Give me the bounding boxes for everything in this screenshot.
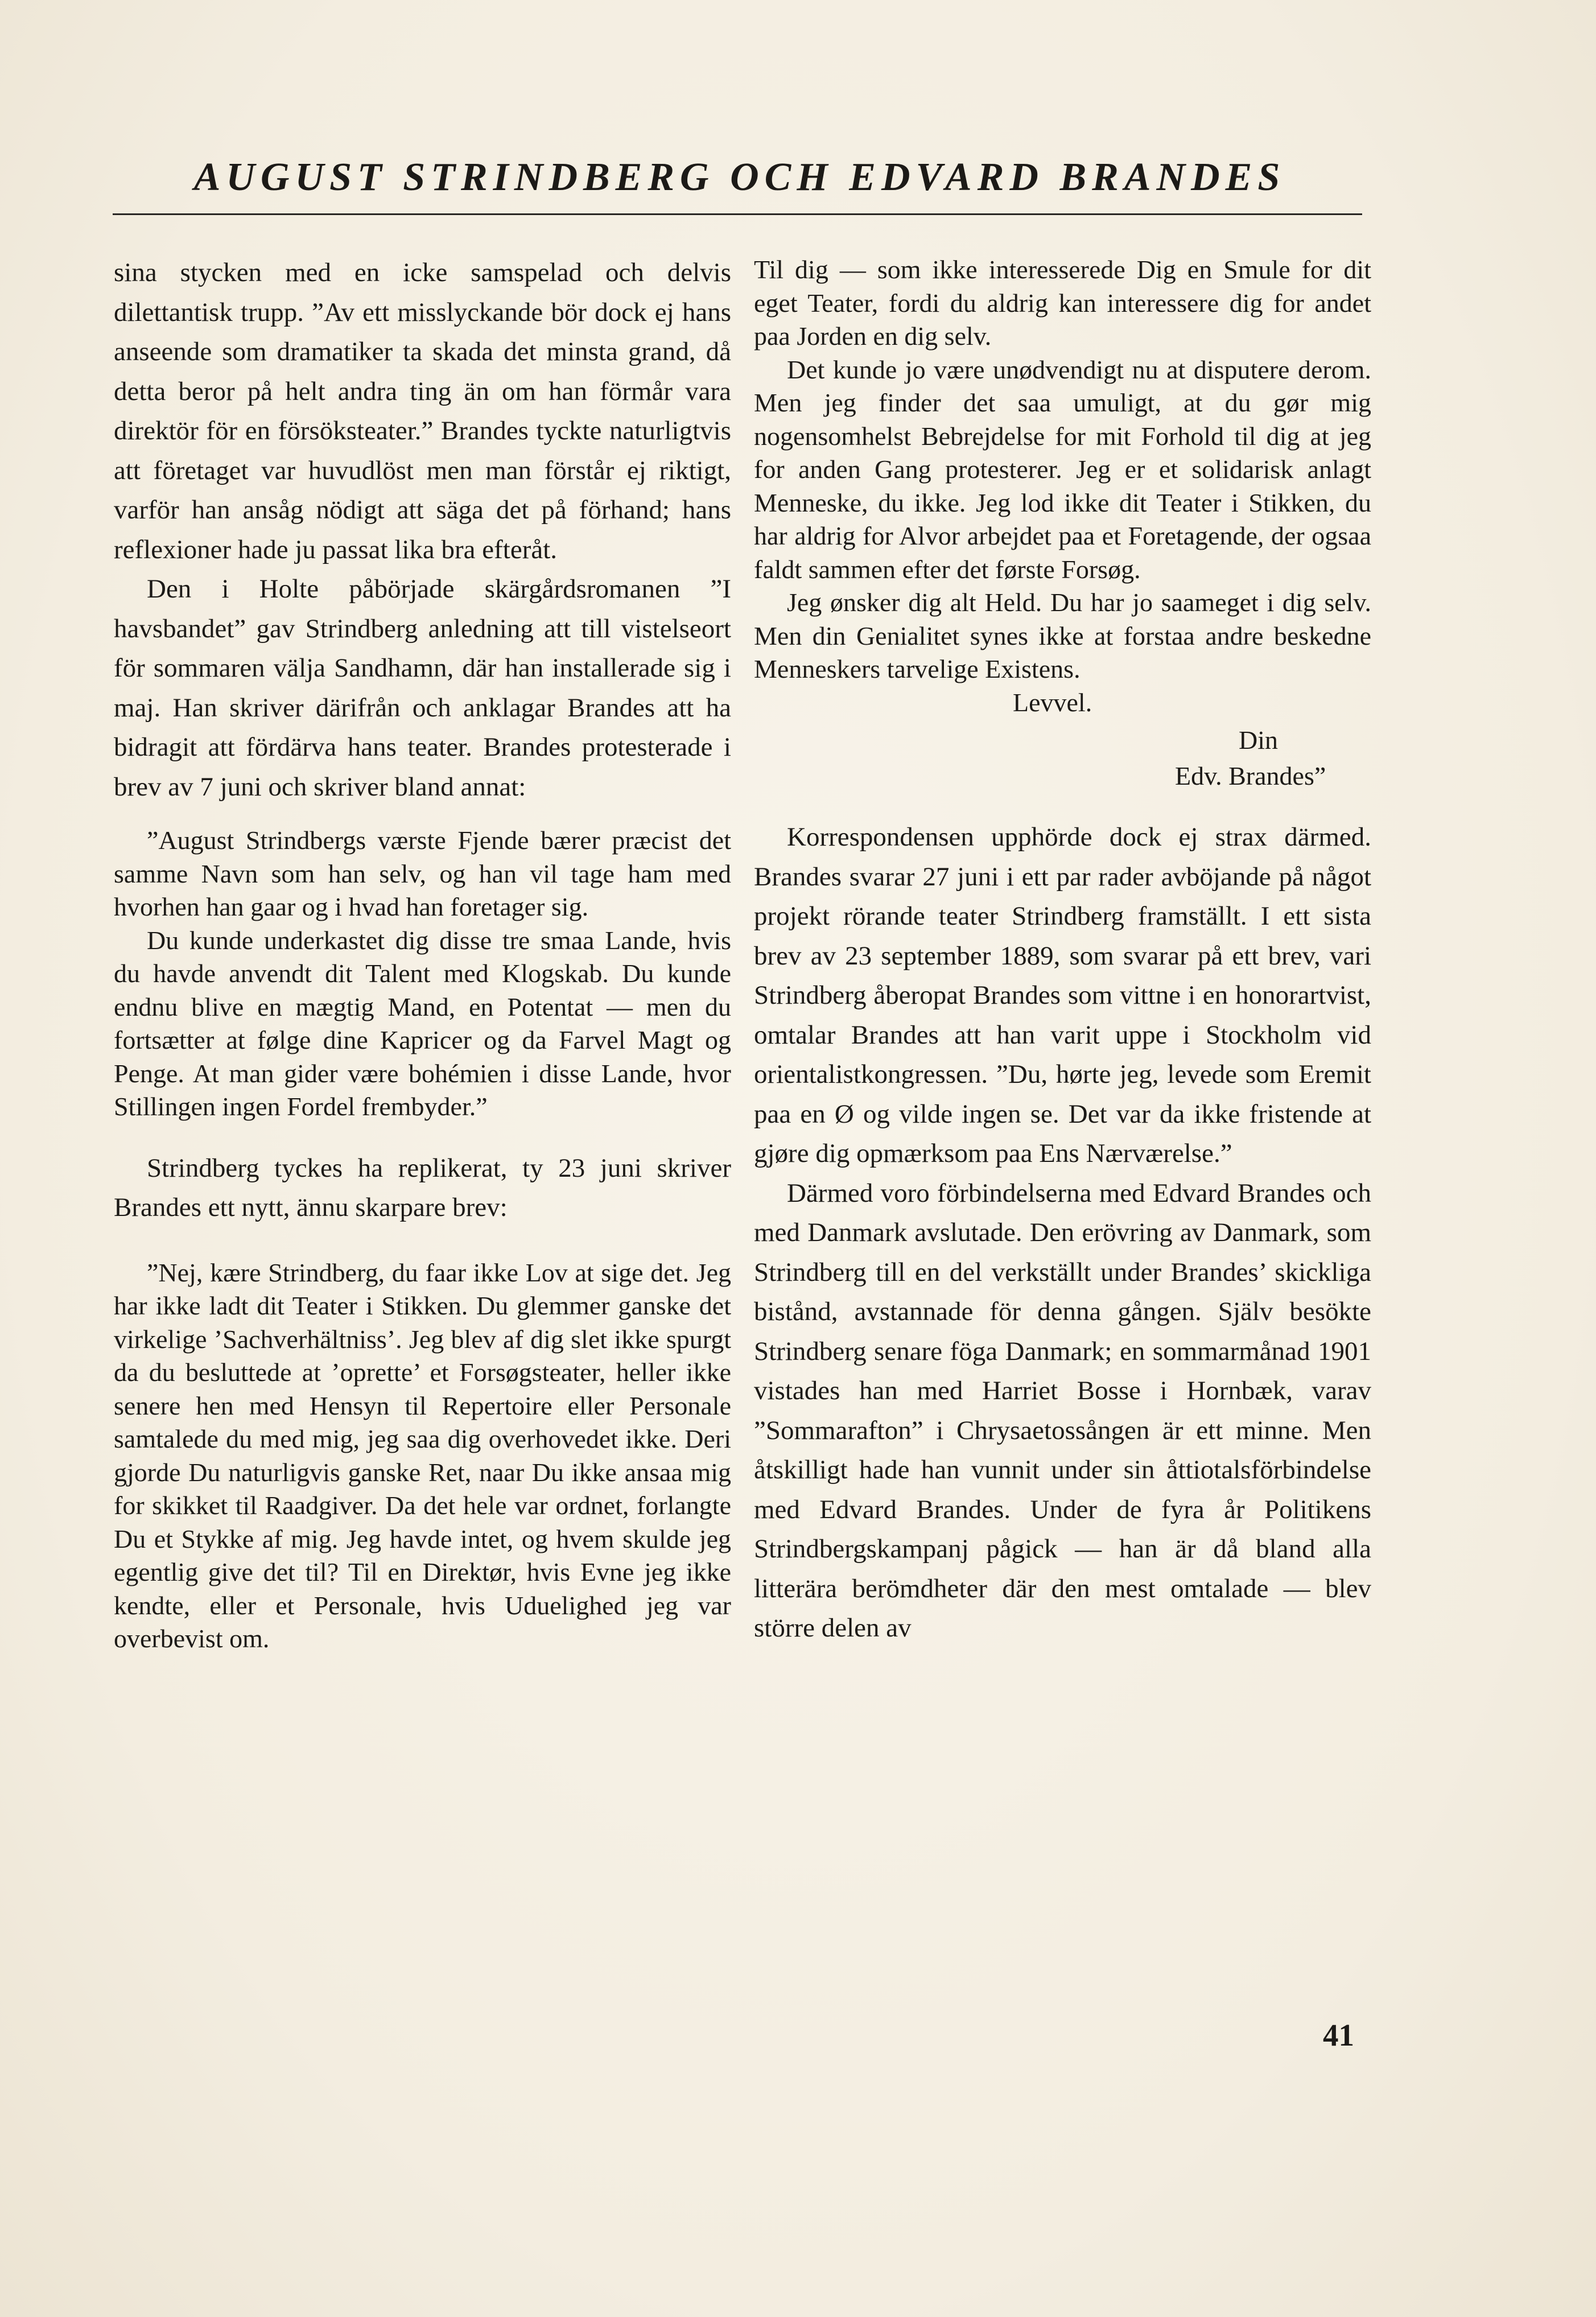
paragraph: Korrespondensen upphörde dock ej strax därmed. Brandes svarar 27 juni i ett par rader avböjande på något projekt rörande teater Strindberg framställt. I ett sista brev av 23 september 1889, som svarar på ett brev, vari Strindberg åberopat Brandes som vittne i en honorartvist, omtalar Brandes att han varit uppe i Stockholm vid orientalistkongressen. ”Du, hørte jeg, levede som Eremit paa en Ø og vilde ingen se. Det var da ikke fristende at gjøre dig opmærksom paa Ens Nærværelse.” [754,822,1371,1168]
running-head: AUGUST STRINDBERG OCH EDVARD BRANDES [193,155,1286,199]
letter-quote [754,253,1371,686]
paragraph: Därmed voro förbindelserna med Edvard Brandes och med Danmark avslutade. Den erövring av Danmark, som Strindberg till en del verkställt under Brandes’ skickliga bistånd, avstannade för denna gången. Själv besökte Strindberg senare föga Danmark; en sommarmånad 1901 vistades han med Harriet Bosse i Hornbæk, varav ”Sommarafton” i Chrysaetossången är ett minne. Men åtskilligt hade han vunnit under sin åttiotalsförbindelse med Edvard Brandes. Under de fyra år Politikens Strindbergskampanj pågick — han är då bland alla litterära berömdheter där den mest omtalade — blev större delen av [754,1178,1371,1643]
quote-paragraph: Til dig — som ikke interesserede Dig en Smule for dit eget Teater, fordi du aldrig kan interessere dig for andet paa Jorden en dig selv. [754,255,1371,351]
quote-paragraph: Du kunde underkastet dig disse tre smaa Lande, hvis du havde anvendt dit Talent med Klogskab. Du kunde endnu blive en mægtig Mand, en Potentat — men du fortsætter at følge dine Kapricer og da Farvel Magt og Penge. At man gider være bohémien i disse Lande, hvor Stillingen ingen Fordel frembyder.” [114,925,731,1121]
quote-paragraph: Det kunde jo være unødvendigt nu at disputere derom. Men jeg finder det saa umuligt, at du gør mig nogensomhelst Bebrejdelse for mit Forhold til dig at jeg for anden Gang protesterer. Jeg er et solidarisk anlagt Menneske, du ikke. Jeg lod ikke dit Teater i Stikken, du har aldrig for Alvor arbejdet paa et Foretagende, der ogsaa faldt sammen efter det første Forsøg. [754,354,1371,584]
right-column [754,253,1371,1648]
paragraph: Strindberg tyckes ha replikerat, ty 23 juni skriver Brandes ett nytt, ännu skarpare brev: [114,1153,731,1222]
quote-paragraph: Jeg ønsker dig alt Held. Du har jo saameget i dig selv. Men din Genialitet synes ikke at forstaa andre beskedne Menneskers tarvelige Existens. [754,588,1371,683]
header-rule [113,213,1362,215]
signature-closing: Levvel. [1013,687,1092,717]
signature-name: Edv. Brandes” [1175,761,1326,790]
quote-paragraph: ”Nej, kære Strindberg, du faar ikke Lov at sige det. Jeg har ikke ladt dit Teater i Stikken. Du glemmer ganske det virkelige ’Sachverhältniss’. Jeg blev af dig slet ikke spurgt da du besluttede at ’oprette’ et Forsøgsteater, heller ikke senere hen med Hensyn til Repertoire eller Personale samtalede du med mig, jeg saa dig overhovedet ikke. Deri gjorde Du naturligvis ganske Ret, naar Du ikke ansaa mig for skikket til Raadgiver. Da det hele var ordnet, forlangte Du et Stykke af mig. Jeg havde intet, og hvem skulde jeg egentlig give det til? Til en Direktør, hvis Evne jeg ikke kendte, eller et Personale, hvis Uduelighed jeg var overbevist om. [114,1258,731,1653]
page-number: 41 [1323,2018,1354,2052]
paragraph: sina stycken med en icke samspelad och delvis dilettantisk trupp. ”Av ett misslyckande bör dock ej hans anseende som dramatiker ta skada det minsta grand, då detta beror på helt andra ting än om han förmår vara direktör för en försöksteater.” Brandes tyckte naturligtvis att företaget var huvudlöst men man förstår ej riktigt, varför han ansåg nödigt att säga det på förhand; hans reflexioner hade ju passat lika bra efteråt. [114,258,731,564]
letter-signature [754,686,1371,793]
letter-quote [114,824,731,1124]
left-column [114,253,731,1656]
signature-din: Din [1239,725,1278,755]
quote-paragraph: ”August Strindbergs værste Fjende bærer præcist det samme Navn som han selv, og han vil tage ham med hvorhen han gaar og i hvad han foretager sig. [114,826,731,921]
paragraph: Den i Holte påbörjade skärgårdsromanen ”I havsbandet” gav Strindberg anledning att till vistelseort för sommaren välja Sandhamn, där han installerade sig i maj. Han skriver därifrån och anklagar Brandes att ha bidragit att fördärva hans teater. Brandes protesterade i brev av 7 juni och skriver bland annat: [114,574,731,802]
letter-quote [114,1256,731,1656]
